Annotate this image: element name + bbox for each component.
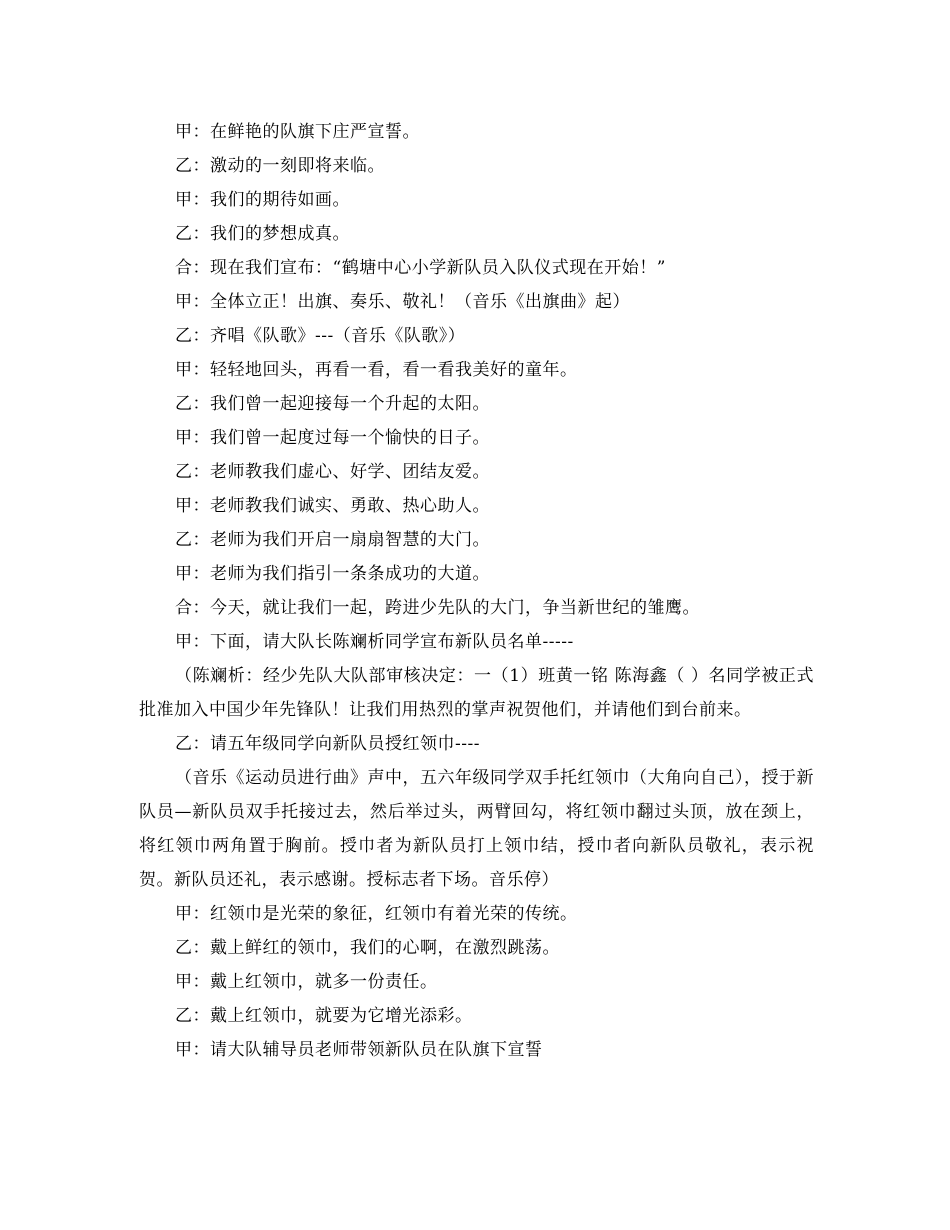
paragraph: 甲：全体立正！出旗、奏乐、敬礼！（音乐《出旗曲》起） xyxy=(175,292,630,312)
announcement-paragraph: （陈斓析：经少先队大队部审核决定：一（1）班黄一铭 陈海鑫（ ）名同学被正式批准加入中国少年先锋队！让我们用热烈的掌声祝贺他们，并请他们到台前来。 xyxy=(139,666,814,720)
paragraph: 乙：激动的一刻即将来临。 xyxy=(175,156,385,176)
paragraph: 甲：在鲜艳的队旗下庄严宣誓。 xyxy=(175,122,420,142)
paragraph: 甲：轻轻地回头，再看一看，看一看我美好的童年。 xyxy=(175,360,578,380)
paragraph: 甲：请大队辅导员老师带领新队员在队旗下宣誓 xyxy=(175,1040,543,1060)
paragraph: 甲：下面，请大队长陈斓析同学宣布新队员名单----- xyxy=(175,632,574,652)
paragraph: 乙：齐唱《队歌》---（音乐《队歌》） xyxy=(175,326,466,346)
paragraph: 甲：我们曾一起度过每一个愉快的日子。 xyxy=(175,428,490,448)
paragraph: 乙：我们曾一起迎接每一个升起的太阳。 xyxy=(175,394,490,414)
paragraph: 甲：戴上红领巾，就多一份责任。 xyxy=(175,972,438,992)
paragraph: 甲：红领巾是光荣的象征，红领巾有着光荣的传统。 xyxy=(175,904,578,924)
paragraph: 乙：戴上鲜红的领巾，我们的心啊，在激烈跳荡。 xyxy=(175,938,560,958)
paragraph: 乙：请五年级同学向新队员授红领巾---- xyxy=(175,734,480,754)
ceremony-instruction-paragraph: （音乐《运动员进行曲》声中，五六年级同学双手托红领巾（大角向自己），授于新队员—新队员双手托接过去，然后举过头，两臂回勾，将红领巾翻过头顶，放在颈上，将红领巾两角置于胸前。授巾者为新队员打上领巾结，授巾者向新队员敬礼，表示祝贺。新队员还礼，表示感谢。授标志者下场。音乐停） xyxy=(139,768,814,890)
document-body xyxy=(139,115,814,1067)
paragraph: 乙：我们的梦想成真。 xyxy=(175,224,350,244)
paragraph: 甲：我们的期待如画。 xyxy=(175,190,350,210)
paragraph: 合：现在我们宣布：“鹤塘中心小学新队员入队仪式现在开始！” xyxy=(175,258,666,278)
paragraph: 乙：老师为我们开启一扇扇智慧的大门。 xyxy=(175,530,490,550)
paragraph: 乙：戴上红领巾，就要为它增光添彩。 xyxy=(175,1006,473,1026)
paragraph: 合：今天，就让我们一起，跨进少先队的大门，争当新世纪的雏鹰。 xyxy=(175,598,700,618)
paragraph: 乙：老师教我们虚心、好学、团结友爱。 xyxy=(175,462,490,482)
paragraph: 甲：老师为我们指引一条条成功的大道。 xyxy=(175,564,490,584)
paragraph: 甲：老师教我们诚实、勇敢、热心助人。 xyxy=(175,496,490,516)
